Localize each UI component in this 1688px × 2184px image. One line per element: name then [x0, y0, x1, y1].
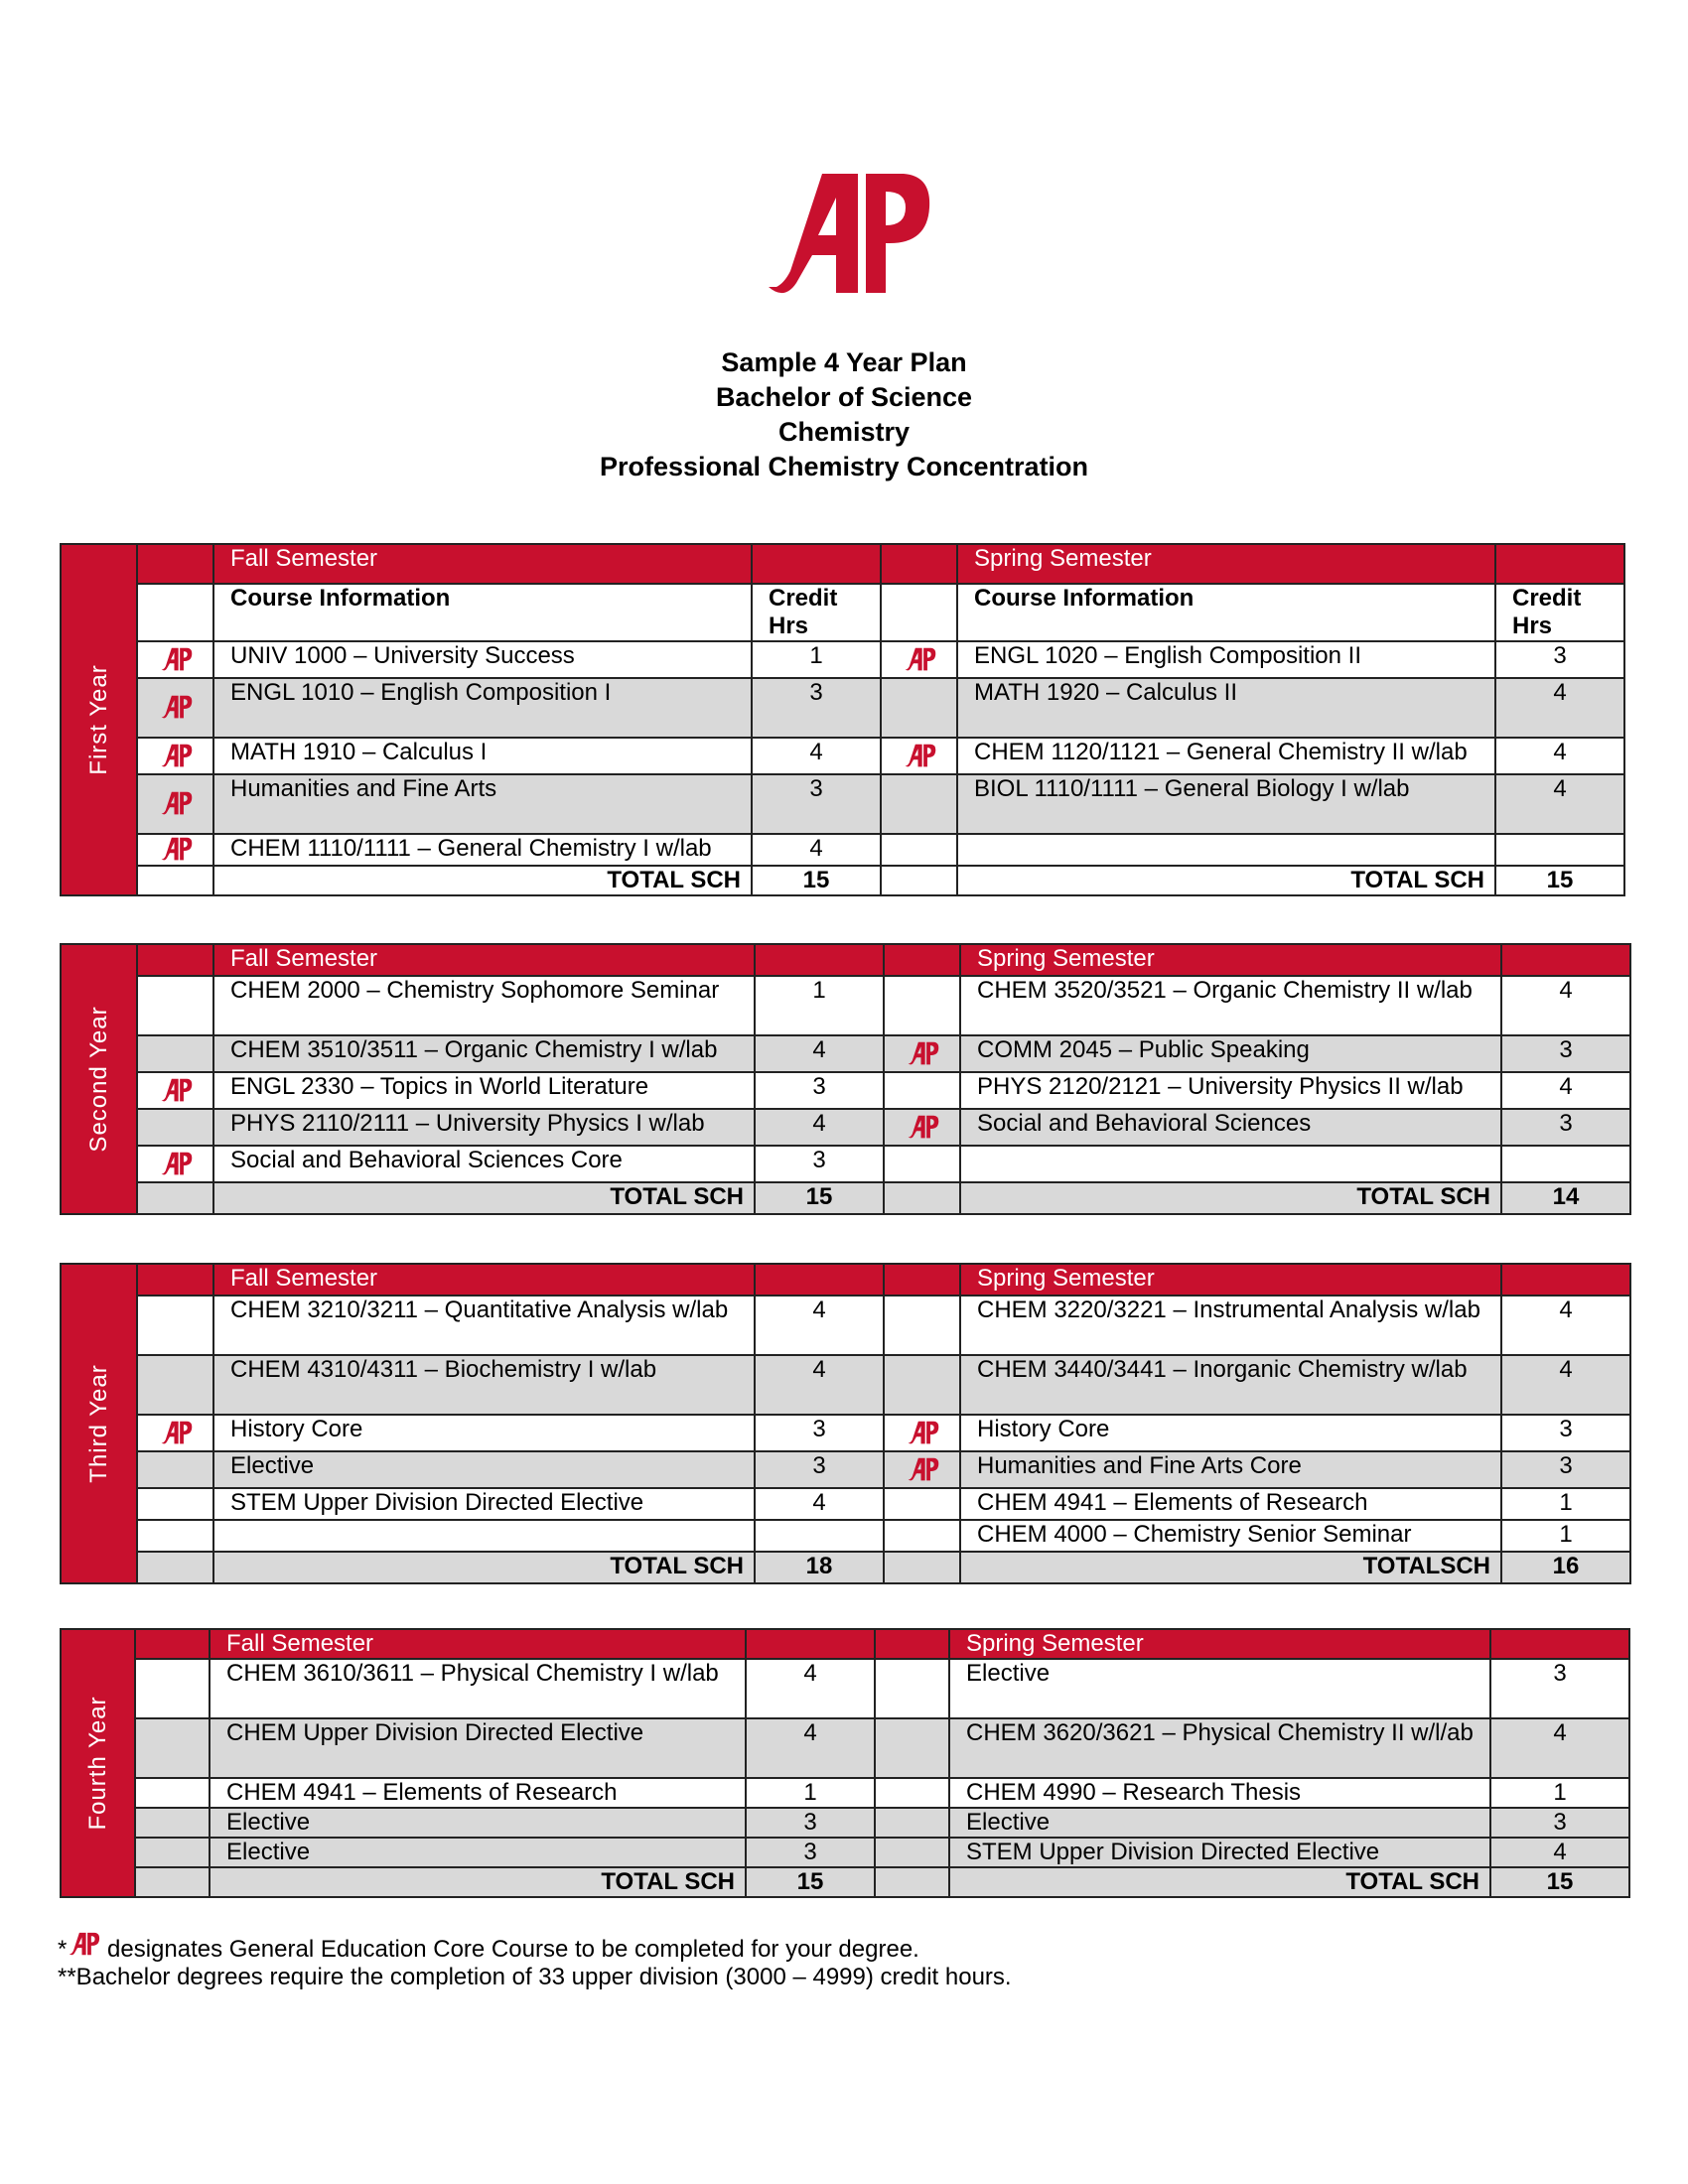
core-indicator-cell: [137, 1488, 213, 1520]
spring-credit: 1: [1501, 1520, 1630, 1552]
fall-course: CHEM 3510/3511 – Organic Chemistry I w/lab: [213, 1035, 755, 1072]
fall-credit: 1: [755, 976, 884, 1035]
spring-course: CHEM 3520/3521 – Organic Chemistry II w/lab: [960, 976, 1501, 1035]
spring-total-label: TOTAL SCH: [960, 1182, 1501, 1214]
core-indicator-cell: [137, 738, 213, 774]
ap-core-icon: [903, 645, 936, 675]
core-indicator-cell: [875, 1808, 949, 1838]
blank-cell: [135, 1867, 210, 1897]
course-row: [61, 1109, 1630, 1146]
ap-core-icon: [159, 693, 193, 723]
course-row: [61, 1296, 1630, 1355]
fall-semester-header: Fall Semester: [210, 1629, 746, 1659]
spring-course: CHEM 3440/3441 – Inorganic Chemistry w/lab: [960, 1355, 1501, 1415]
semester-header-row: [61, 1629, 1629, 1659]
spring-credit: 3: [1490, 1808, 1629, 1838]
spring-semester-header: Spring Semester: [949, 1629, 1490, 1659]
semester-header-row: [61, 944, 1630, 976]
spring-total-value: 15: [1495, 866, 1624, 895]
spring-credit: 3: [1501, 1451, 1630, 1488]
spring-semester-header: Spring Semester: [960, 1264, 1501, 1296]
ap-core-icon: [906, 1039, 939, 1069]
year-label: Third Year: [84, 1364, 112, 1483]
fall-credit: 4: [752, 834, 881, 866]
course-row: [61, 1520, 1630, 1552]
course-row: [61, 1659, 1629, 1718]
year-table: [60, 1628, 1630, 1898]
fall-course: ENGL 2330 – Topics in World Literature: [213, 1072, 755, 1109]
header-blank: [752, 544, 881, 584]
header-blank: [755, 944, 884, 976]
year-label: First Year: [84, 664, 112, 775]
core-indicator-cell: [884, 976, 960, 1035]
header-blank: [1490, 1629, 1629, 1659]
spring-course: CHEM 3220/3221 – Instrumental Analysis w/lab: [960, 1296, 1501, 1355]
spring-credit: 3: [1490, 1659, 1629, 1718]
core-indicator-cell: [881, 834, 957, 866]
blank-cell: [137, 1182, 213, 1214]
spring-credit: 1: [1490, 1778, 1629, 1808]
title-line-1: Sample 4 Year Plan: [721, 347, 967, 377]
core-indicator-cell: [884, 1035, 960, 1072]
year-label-cell: [61, 544, 137, 895]
title-line-4: Professional Chemistry Concentration: [599, 452, 1089, 481]
fall-total-value: 15: [752, 866, 881, 895]
spring-credit: 4: [1501, 1072, 1630, 1109]
course-row: [61, 1808, 1629, 1838]
fall-credit: 3: [755, 1451, 884, 1488]
footnote-upper-division: **Bachelor degrees require the completion of 33 upper division (3000 – 4999) credit hours.: [58, 1964, 1012, 1990]
ap-core-icon: [906, 1113, 939, 1143]
ap-core-icon: [159, 789, 193, 819]
course-row: [61, 1451, 1630, 1488]
course-row: [61, 1035, 1630, 1072]
total-row: [61, 1552, 1630, 1583]
core-indicator-cell: [881, 678, 957, 738]
blank-cell: [137, 866, 213, 895]
spring-credit: 4: [1495, 738, 1624, 774]
fall-credit: 4: [755, 1355, 884, 1415]
spring-total-value: 16: [1501, 1552, 1630, 1583]
footnote-core: * designates General Education Core Course to be completed for your degree.: [58, 1931, 919, 1965]
fall-course: Social and Behavioral Sciences Core: [213, 1146, 755, 1182]
header-blank: [137, 544, 213, 584]
spring-course: [960, 1146, 1501, 1182]
spring-credit: 4: [1495, 774, 1624, 834]
fall-credit: 3: [755, 1072, 884, 1109]
fall-credit: 4: [755, 1488, 884, 1520]
fall-semester-header: Fall Semester: [213, 1264, 755, 1296]
spring-course: PHYS 2120/2121 – University Physics II w/lab: [960, 1072, 1501, 1109]
fall-credit: [755, 1520, 884, 1552]
spring-course: Elective: [949, 1659, 1490, 1718]
spring-total-value: 14: [1501, 1182, 1630, 1214]
core-indicator-cell: [875, 1718, 949, 1778]
blank-cell: [137, 584, 213, 641]
blank-cell: [137, 1552, 213, 1583]
fall-total-value: 18: [755, 1552, 884, 1583]
spring-course: MATH 1920 – Calculus II: [957, 678, 1495, 738]
credit-hrs-header: Credit Hrs: [1495, 584, 1624, 641]
spring-credit: 1: [1501, 1488, 1630, 1520]
year-label-cell: [61, 1264, 137, 1583]
ap-core-icon: [159, 645, 193, 675]
spring-credit: 4: [1501, 1296, 1630, 1355]
spring-total-value: 15: [1490, 1867, 1629, 1897]
ap-core-icon: [903, 742, 936, 771]
ap-core-icon: [159, 742, 193, 771]
spring-semester-header: Spring Semester: [960, 944, 1501, 976]
core-indicator-cell: [884, 1109, 960, 1146]
spring-total-label: TOTAL SCH: [957, 866, 1495, 895]
course-row: [61, 738, 1624, 774]
core-indicator-cell: [884, 1296, 960, 1355]
fall-semester-header: Fall Semester: [213, 544, 752, 584]
header-blank: [884, 944, 960, 976]
year-label: Second Year: [84, 1006, 112, 1153]
total-row: [61, 866, 1624, 895]
fall-course: STEM Upper Division Directed Elective: [213, 1488, 755, 1520]
year-label: Fourth Year: [83, 1696, 111, 1831]
core-indicator-cell: [881, 641, 957, 678]
fall-course: CHEM 3210/3211 – Quantitative Analysis w/lab: [213, 1296, 755, 1355]
fall-credit: 1: [752, 641, 881, 678]
core-indicator-cell: [875, 1778, 949, 1808]
ap-core-icon: [159, 835, 193, 865]
spring-course: Elective: [949, 1808, 1490, 1838]
core-indicator-cell: [137, 1072, 213, 1109]
core-indicator-cell: [137, 1355, 213, 1415]
year-label-cell: [61, 1629, 135, 1897]
fall-course: History Core: [213, 1415, 755, 1451]
header-blank: [1501, 944, 1630, 976]
course-row: [61, 1072, 1630, 1109]
blank-cell: [881, 866, 957, 895]
fall-total-label: TOTAL SCH: [210, 1867, 746, 1897]
course-row: [61, 678, 1624, 738]
ap-core-icon: [159, 1076, 193, 1106]
fall-course: CHEM Upper Division Directed Elective: [210, 1718, 746, 1778]
spring-course: CHEM 4990 – Research Thesis: [949, 1778, 1490, 1808]
footnote-core-text: designates General Education Core Course to be completed for your degree.: [100, 1936, 919, 1963]
core-indicator-cell: [875, 1659, 949, 1718]
core-indicator-cell: [137, 976, 213, 1035]
ap-logo: [755, 164, 933, 313]
fall-total-label: TOTAL SCH: [213, 1552, 755, 1583]
core-indicator-cell: [135, 1838, 210, 1867]
course-row: [61, 834, 1624, 866]
fall-credit: 4: [746, 1718, 875, 1778]
fall-course: ENGL 1010 – English Composition I: [213, 678, 752, 738]
credit-hrs-header: Credit Hrs: [752, 584, 881, 641]
course-row: [61, 1488, 1630, 1520]
course-row: [61, 976, 1630, 1035]
fall-credit: 3: [755, 1415, 884, 1451]
core-indicator-cell: [884, 1451, 960, 1488]
course-info-header: Course Information: [213, 584, 752, 641]
course-row: [61, 1355, 1630, 1415]
core-indicator-cell: [884, 1415, 960, 1451]
ap-core-icon: [159, 1419, 193, 1448]
fall-credit: 4: [755, 1035, 884, 1072]
year-table: [60, 543, 1625, 896]
core-indicator-cell: [884, 1072, 960, 1109]
year-table: [60, 943, 1631, 1215]
course-row: [61, 1146, 1630, 1182]
core-indicator-cell: [137, 641, 213, 678]
core-indicator-cell: [137, 1296, 213, 1355]
course-row: [61, 1778, 1629, 1808]
core-indicator-cell: [137, 1415, 213, 1451]
header-blank: [875, 1629, 949, 1659]
core-indicator-cell: [137, 678, 213, 738]
spring-credit: 4: [1490, 1838, 1629, 1867]
fall-credit: 3: [746, 1808, 875, 1838]
header-blank: [884, 1264, 960, 1296]
fall-course: CHEM 3610/3611 – Physical Chemistry I w/lab: [210, 1659, 746, 1718]
spring-course: CHEM 4941 – Elements of Research: [960, 1488, 1501, 1520]
fall-total-label: TOTAL SCH: [213, 866, 752, 895]
spring-credit: 4: [1501, 976, 1630, 1035]
header-blank: [135, 1629, 210, 1659]
fall-credit: 3: [755, 1146, 884, 1182]
spring-course: Humanities and Fine Arts Core: [960, 1451, 1501, 1488]
document-title: [0, 345, 1688, 484]
blank-cell: [884, 1182, 960, 1214]
core-indicator-cell: [137, 1146, 213, 1182]
core-indicator-cell: [884, 1488, 960, 1520]
header-blank: [881, 544, 957, 584]
spring-course: Social and Behavioral Sciences: [960, 1109, 1501, 1146]
fall-course: Humanities and Fine Arts: [213, 774, 752, 834]
spring-credit: 4: [1495, 678, 1624, 738]
blank-cell: [875, 1867, 949, 1897]
header-blank: [1495, 544, 1624, 584]
spring-semester-header: Spring Semester: [957, 544, 1495, 584]
semester-header-row: [61, 1264, 1630, 1296]
core-indicator-cell: [881, 738, 957, 774]
header-blank: [1501, 1264, 1630, 1296]
ap-core-icon: [906, 1419, 939, 1448]
core-indicator-cell: [137, 774, 213, 834]
fall-course: Elective: [210, 1838, 746, 1867]
fall-course: CHEM 1110/1111 – General Chemistry I w/lab: [213, 834, 752, 866]
fall-course: MATH 1910 – Calculus I: [213, 738, 752, 774]
spring-course: STEM Upper Division Directed Elective: [949, 1838, 1490, 1867]
core-indicator-cell: [884, 1355, 960, 1415]
fall-course: UNIV 1000 – University Success: [213, 641, 752, 678]
fall-total-value: 15: [755, 1182, 884, 1214]
ap-core-icon: [906, 1455, 939, 1485]
core-indicator-cell: [881, 774, 957, 834]
column-header-row: [61, 584, 1624, 641]
core-indicator-cell: [135, 1659, 210, 1718]
spring-total-label: TOTALSCH: [960, 1552, 1501, 1583]
spring-course: CHEM 3620/3621 – Physical Chemistry II w/l/ab: [949, 1718, 1490, 1778]
core-indicator-cell: [137, 834, 213, 866]
blank-cell: [881, 584, 957, 641]
course-row: [61, 1718, 1629, 1778]
blank-cell: [884, 1552, 960, 1583]
ap-core-icon: [159, 1150, 193, 1179]
year-label-cell: [61, 944, 137, 1214]
core-indicator-cell: [135, 1778, 210, 1808]
course-info-header: Course Information: [957, 584, 1495, 641]
core-indicator-cell: [137, 1451, 213, 1488]
core-indicator-cell: [884, 1520, 960, 1552]
spring-course: ENGL 1020 – English Composition II: [957, 641, 1495, 678]
core-indicator-cell: [137, 1035, 213, 1072]
fall-credit: 3: [746, 1838, 875, 1867]
fall-course: Elective: [210, 1808, 746, 1838]
header-blank: [137, 944, 213, 976]
course-row: [61, 1415, 1630, 1451]
spring-credit: [1501, 1146, 1630, 1182]
spring-credit: [1495, 834, 1624, 866]
header-blank: [755, 1264, 884, 1296]
semester-header-row: [61, 544, 1624, 584]
spring-total-label: TOTAL SCH: [949, 1867, 1490, 1897]
core-indicator-cell: [135, 1808, 210, 1838]
course-row: [61, 641, 1624, 678]
spring-course: BIOL 1110/1111 – General Biology I w/lab: [957, 774, 1495, 834]
course-row: [61, 774, 1624, 834]
core-indicator-cell: [884, 1146, 960, 1182]
title-line-2: Bachelor of Science: [715, 382, 973, 412]
total-row: [61, 1867, 1629, 1897]
core-indicator-cell: [875, 1838, 949, 1867]
spring-course: CHEM 4000 – Chemistry Senior Seminar: [960, 1520, 1501, 1552]
fall-total-value: 15: [746, 1867, 875, 1897]
spring-credit: 4: [1501, 1355, 1630, 1415]
spring-credit: 3: [1495, 641, 1624, 678]
course-row: [61, 1838, 1629, 1867]
fall-credit: 4: [746, 1659, 875, 1718]
fall-course: CHEM 4310/4311 – Biochemistry I w/lab: [213, 1355, 755, 1415]
fall-course: PHYS 2110/2111 – University Physics I w/lab: [213, 1109, 755, 1146]
core-indicator-cell: [137, 1520, 213, 1552]
fall-credit: 4: [755, 1296, 884, 1355]
fall-course: CHEM 2000 – Chemistry Sophomore Seminar: [213, 976, 755, 1035]
fall-credit: 3: [752, 774, 881, 834]
ap-core-icon: [67, 1931, 100, 1959]
fall-credit: 3: [752, 678, 881, 738]
spring-course: CHEM 1120/1121 – General Chemistry II w/lab: [957, 738, 1495, 774]
title-line-3: Chemistry: [777, 417, 911, 447]
fall-credit: 4: [752, 738, 881, 774]
spring-credit: 3: [1501, 1035, 1630, 1072]
spring-course: COMM 2045 – Public Speaking: [960, 1035, 1501, 1072]
header-blank: [746, 1629, 875, 1659]
spring-credit: 4: [1490, 1718, 1629, 1778]
spring-credit: 3: [1501, 1109, 1630, 1146]
fall-course: [213, 1520, 755, 1552]
spring-course: History Core: [960, 1415, 1501, 1451]
fall-semester-header: Fall Semester: [213, 944, 755, 976]
spring-credit: 3: [1501, 1415, 1630, 1451]
core-indicator-cell: [135, 1718, 210, 1778]
fall-credit: 4: [755, 1109, 884, 1146]
spring-course: [957, 834, 1495, 866]
fall-credit: 1: [746, 1778, 875, 1808]
header-blank: [137, 1264, 213, 1296]
total-row: [61, 1182, 1630, 1214]
year-table: [60, 1263, 1631, 1584]
fall-total-label: TOTAL SCH: [213, 1182, 755, 1214]
fall-course: CHEM 4941 – Elements of Research: [210, 1778, 746, 1808]
core-indicator-cell: [137, 1109, 213, 1146]
fall-course: Elective: [213, 1451, 755, 1488]
